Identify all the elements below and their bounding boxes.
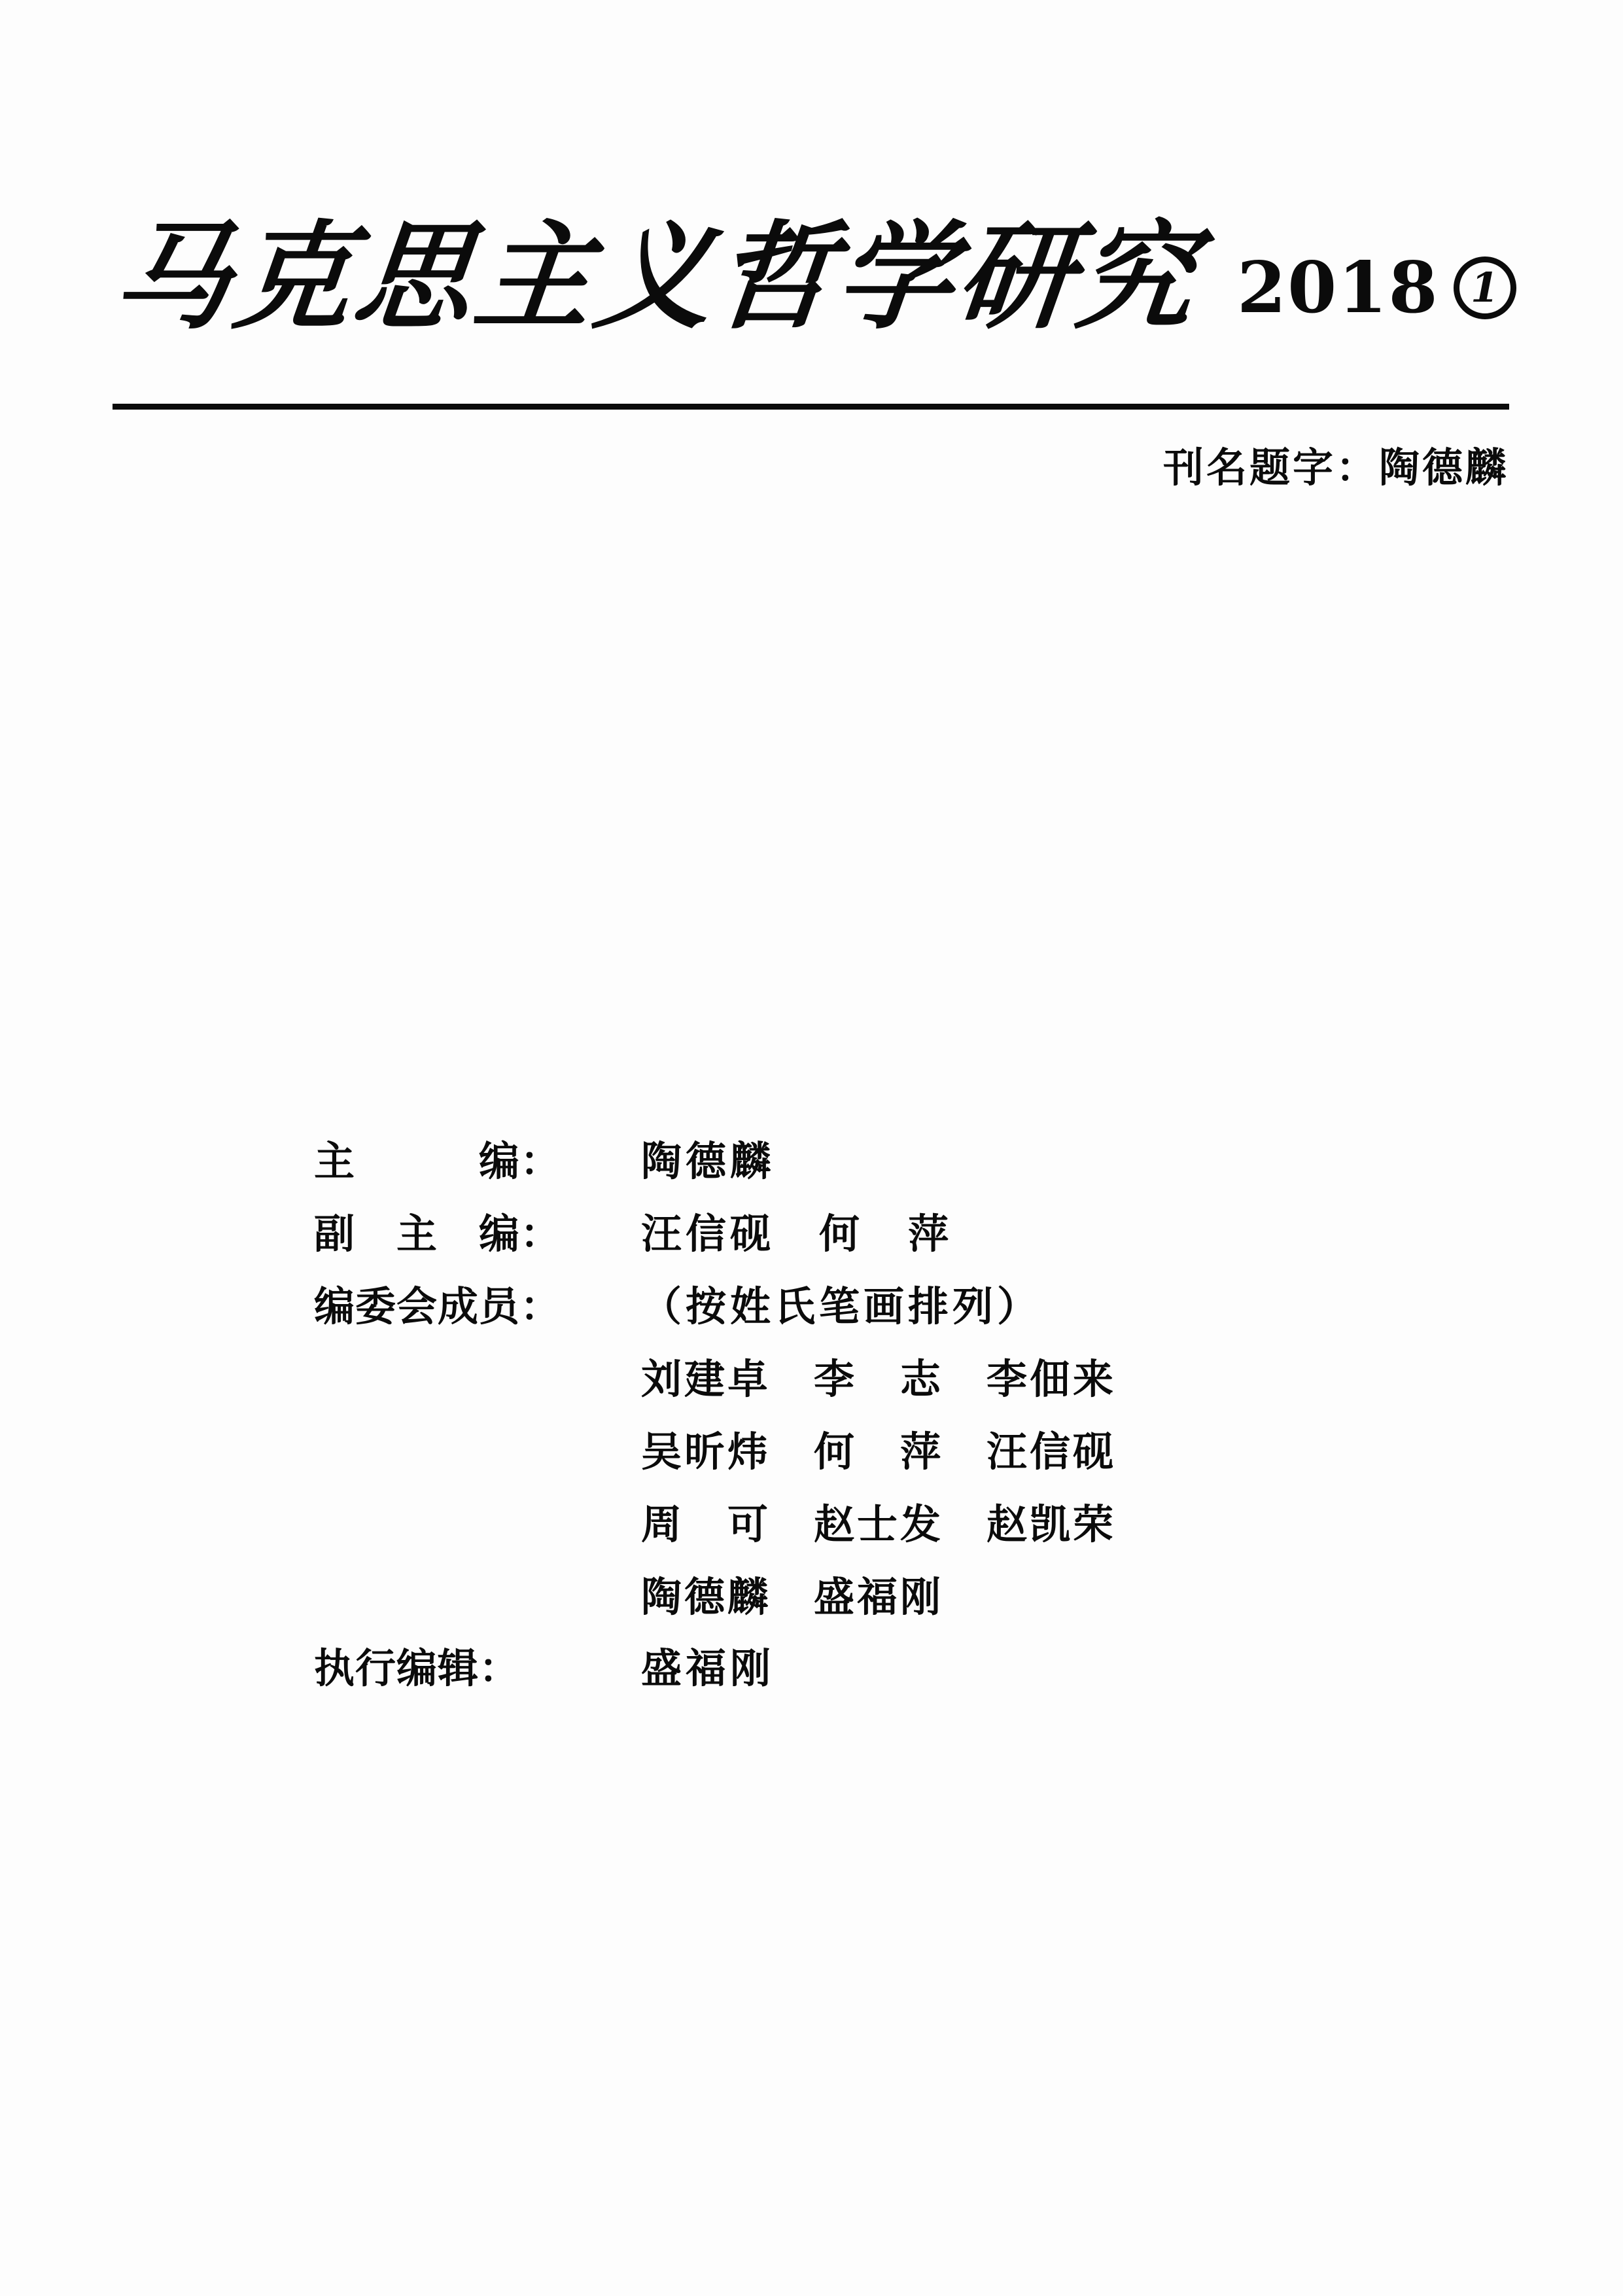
deputy-editor-label-text: 副 主 编 bbox=[314, 1210, 521, 1258]
board-row-editor-in-chief bbox=[314, 1129, 1387, 1187]
deputy-editor-label bbox=[314, 1201, 641, 1260]
masthead bbox=[107, 208, 1508, 345]
editor-in-chief-value: 陶德麟 bbox=[641, 1137, 775, 1185]
managing-editor-label bbox=[314, 1636, 641, 1694]
editor-in-chief-label-text: 主 编 bbox=[314, 1137, 521, 1185]
committee-members-list bbox=[641, 1347, 1387, 1623]
journal-title: 马克思主义哲学研究 bbox=[107, 208, 1206, 345]
editor-in-chief-colon: ： bbox=[520, 1137, 562, 1185]
managing-editor-colon: ： bbox=[479, 1644, 521, 1692]
list-item: 吴昕炜 何 萍 汪信砚 bbox=[641, 1428, 1117, 1475]
committee-label bbox=[314, 1274, 641, 1332]
deputy-editor-colon: ： bbox=[520, 1210, 562, 1258]
list-item: 刘建卓 李 志 李佃来 bbox=[641, 1355, 1117, 1403]
issue-number-badge: 1 bbox=[1454, 256, 1516, 319]
board-row-deputy-editor bbox=[314, 1201, 1387, 1260]
editorial-board bbox=[314, 1129, 1387, 1708]
managing-editor-value: 盛福刚 bbox=[641, 1644, 775, 1692]
deputy-editor-value: 汪信砚 何 萍 bbox=[641, 1210, 953, 1258]
list-item: 陶德麟 盛福刚 bbox=[641, 1573, 944, 1621]
board-row-committee bbox=[314, 1274, 1387, 1332]
issue-designation bbox=[1237, 247, 1516, 338]
list-item: 周 可 赵士发 赵凯荣 bbox=[641, 1500, 1117, 1548]
issue-year: 2018 bbox=[1237, 246, 1439, 329]
header-divider-rule bbox=[113, 404, 1509, 410]
managing-editor-label-text: 执行编辑 bbox=[314, 1644, 480, 1692]
committee-label-text: 编委会成员 bbox=[314, 1282, 521, 1330]
board-row-managing-editor bbox=[314, 1636, 1387, 1694]
committee-colon: ： bbox=[520, 1282, 562, 1330]
editor-in-chief-label bbox=[314, 1129, 641, 1187]
calligraphy-credit: 刊名题字：陶德麟 bbox=[1162, 444, 1509, 491]
committee-ordering-note: （按姓氏笔画排列） bbox=[641, 1282, 1042, 1330]
